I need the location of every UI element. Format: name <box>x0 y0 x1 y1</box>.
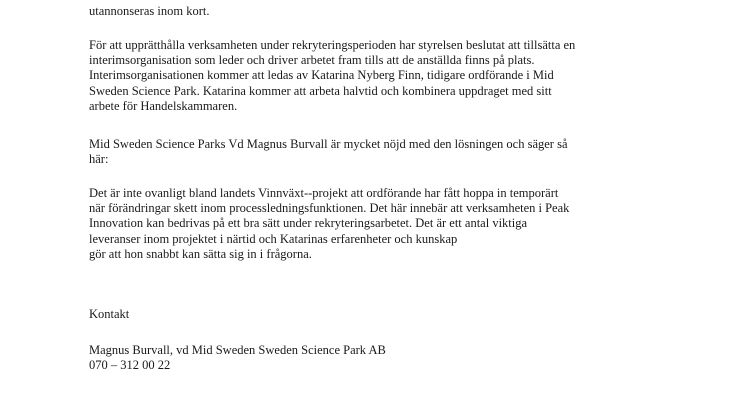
text-line: leveranser inom projektet i närtid och Katarinas erfarenheter och kunskap <box>89 231 458 246</box>
text-line: Interimsorganisationen kommer att ledas av Katarina Nyberg Finn, tidigare ordförande i Mid <box>89 68 554 83</box>
text-line: Mid Sweden Science Parks Vd Magnus Burvall är mycket nöjd med den lösningen och säger så <box>89 137 568 151</box>
paragraph-intro-tail <box>89 4 209 19</box>
contact-details <box>89 343 386 373</box>
text-line: Sweden Science Park. Katarina kommer att arbeta halvtid och kombinera uppdraget med sitt <box>89 83 552 98</box>
paragraph-ceo-statement-intro <box>89 137 568 167</box>
text-line: arbete för Handelskammaren. <box>89 98 238 113</box>
text-line: Innovation kan bedrivas på ett bra sätt under rekryteringsarbetet. Det är ett antal viktiga <box>89 216 528 231</box>
contact-name: Magnus Burvall, vd Mid Sweden Sweden Science Park AB <box>89 343 386 357</box>
text-line: när förändringar skett inom processledningsfunktionen. Det här innebär att verksamheten i Peak <box>89 201 570 216</box>
contact-heading-text: Kontakt <box>89 307 130 321</box>
text-line: utannonseras inom kort. <box>89 4 210 18</box>
contact-heading <box>89 307 129 322</box>
paragraph-interim-organisation <box>89 38 575 114</box>
text-line: interimsorganisation som leder och driver arbetet fram tills att de anställda finns på plats. <box>89 53 535 68</box>
text-line: gör att hon snabbt kan sätta sig in i frågorna. <box>89 246 312 261</box>
text-line: här: <box>89 152 109 167</box>
text-line: För att upprätthålla verksamheten under rekryteringsperioden har styrelsen beslutat att tillsätta en <box>89 38 576 52</box>
contact-phone[interactable]: 070 – 312 00 22 <box>89 358 171 373</box>
text-line: Det är inte ovanligt bland landets Vinnväxt-‐projekt att ordförande har fått hoppa in temporärt <box>89 186 559 200</box>
paragraph-quote <box>89 186 569 262</box>
